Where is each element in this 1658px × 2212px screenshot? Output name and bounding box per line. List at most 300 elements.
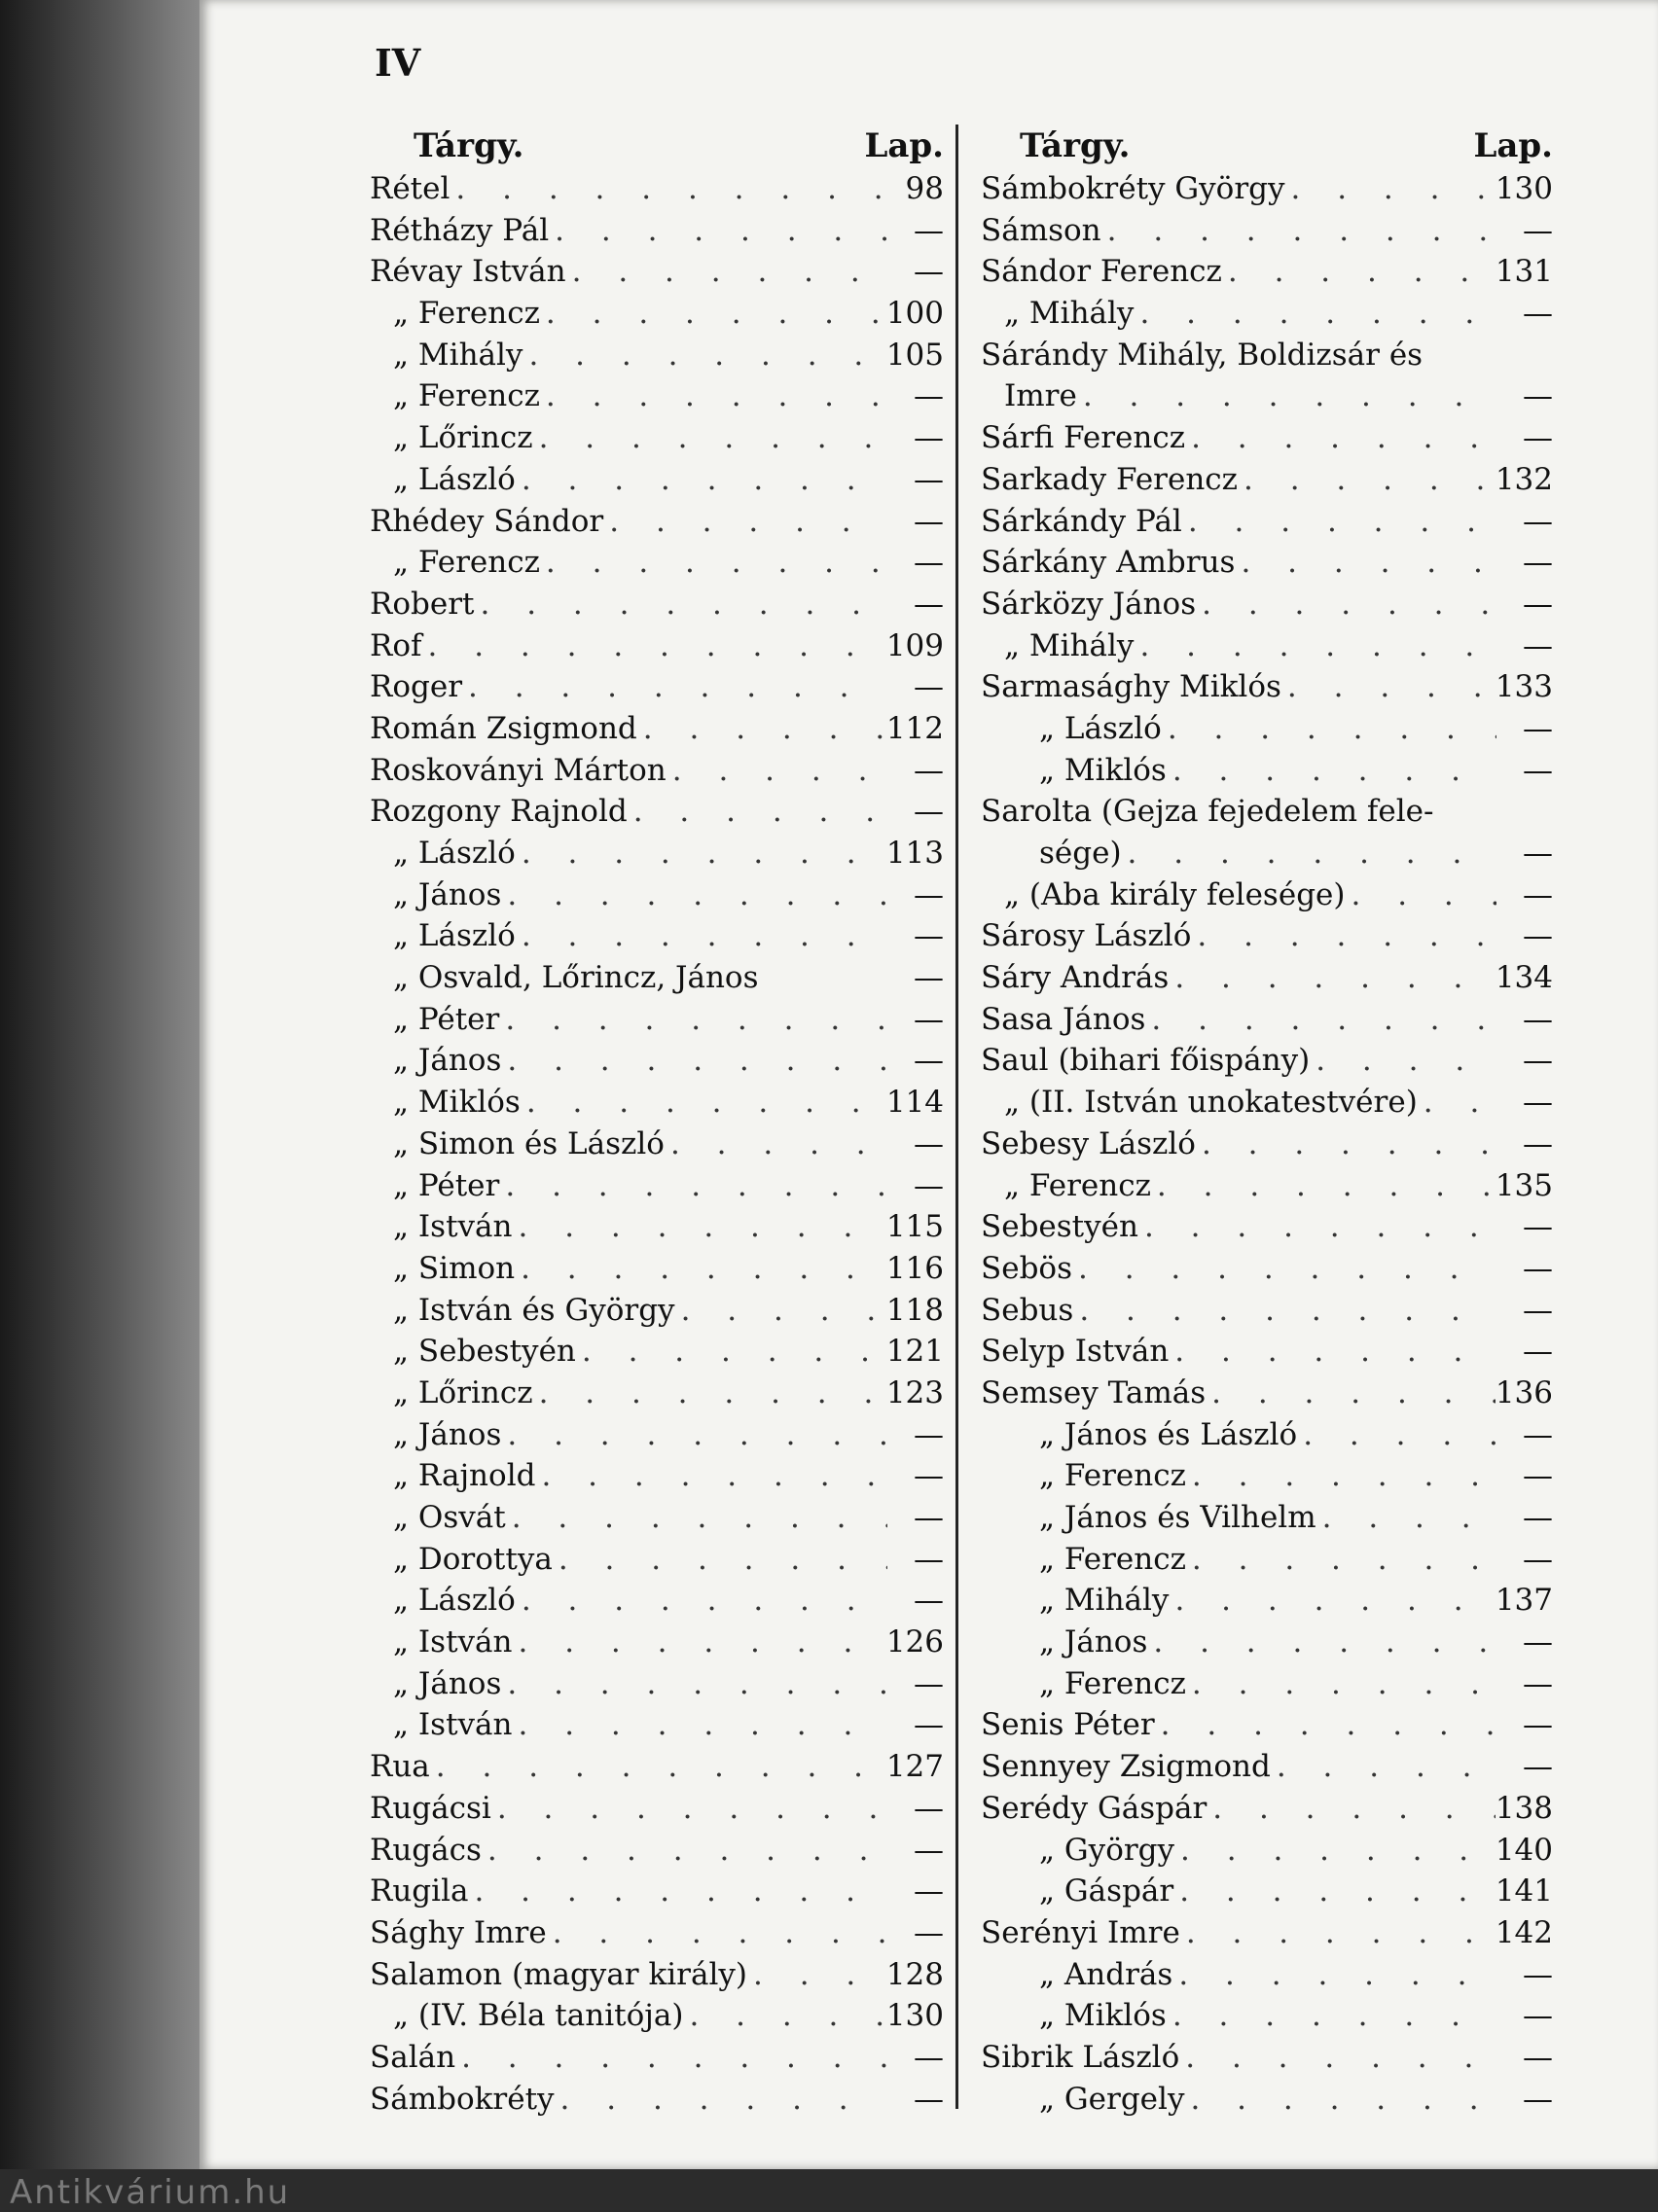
entry-name: „ Lőrincz bbox=[393, 1374, 533, 1410]
entry-name: „ György bbox=[1039, 1832, 1175, 1868]
index-entry bbox=[370, 791, 944, 833]
index-entry bbox=[981, 1040, 1553, 1082]
dot-leader bbox=[1186, 1455, 1496, 1497]
entry-name: Robert bbox=[370, 586, 475, 622]
entry-page: — bbox=[1523, 1001, 1553, 1037]
dot-leader bbox=[474, 584, 887, 625]
entry-page: 133 bbox=[1495, 669, 1553, 705]
dot-leader bbox=[499, 1165, 887, 1207]
entry-name: „ Mihály bbox=[1004, 296, 1135, 332]
entry-name: Rozgony Rajnold bbox=[370, 794, 628, 830]
dot-leader bbox=[468, 1871, 887, 1912]
dot-leader bbox=[1207, 1788, 1496, 1830]
dot-leader bbox=[450, 168, 887, 210]
dot-leader bbox=[1206, 1373, 1496, 1414]
index-entry bbox=[981, 1206, 1553, 1248]
index-entry bbox=[981, 375, 1553, 417]
index-entry bbox=[981, 1622, 1553, 1663]
dot-leader bbox=[1345, 874, 1496, 916]
entry-page: — bbox=[1523, 2039, 1553, 2075]
entry-name: „ Ferencz bbox=[1039, 1665, 1186, 1701]
index-entry bbox=[370, 417, 944, 459]
dot-leader bbox=[540, 542, 887, 584]
entry-name: Roskoványi Márton bbox=[370, 752, 667, 788]
page-number: IV bbox=[375, 41, 421, 85]
entry-name: „ Ferencz bbox=[1004, 1167, 1151, 1203]
dot-leader bbox=[1196, 584, 1496, 625]
dot-leader bbox=[1151, 1165, 1496, 1207]
index-entry bbox=[981, 791, 1553, 833]
index-entry bbox=[981, 501, 1553, 543]
index-entry bbox=[370, 293, 944, 335]
entry-name: Saul (bihari főispány) bbox=[981, 1043, 1311, 1079]
index-entry bbox=[370, 1746, 944, 1788]
entry-page: — bbox=[914, 503, 944, 539]
entry-page: 132 bbox=[1495, 461, 1553, 497]
index-entry bbox=[370, 375, 944, 417]
entry-name: Sebestyén bbox=[981, 1209, 1138, 1245]
dot-leader bbox=[1222, 251, 1496, 293]
dot-leader bbox=[675, 1290, 886, 1332]
entry-page: — bbox=[914, 1416, 944, 1452]
entry-page: — bbox=[1523, 1624, 1553, 1660]
entry-name: Rua bbox=[370, 1749, 430, 1785]
index-entry bbox=[370, 1622, 944, 1663]
entry-page: — bbox=[914, 254, 944, 290]
entry-name: „ Ferencz bbox=[1039, 1458, 1186, 1494]
dot-leader bbox=[1271, 1746, 1496, 1788]
entry-name: „ István bbox=[393, 1707, 513, 1743]
dot-leader bbox=[547, 1912, 887, 1954]
entry-page: — bbox=[914, 420, 944, 456]
header-subject: Tárgy. bbox=[414, 126, 524, 165]
index-entry bbox=[981, 1995, 1553, 2037]
entry-page: 136 bbox=[1495, 1374, 1553, 1410]
entry-name: „ Sebestyén bbox=[393, 1334, 576, 1370]
entry-name: Sarmasághy Miklós bbox=[981, 669, 1281, 705]
dot-leader bbox=[1185, 417, 1496, 459]
entry-name: „ Rajnold bbox=[393, 1458, 536, 1494]
entry-page: 130 bbox=[885, 1998, 944, 2034]
entry-page: 109 bbox=[885, 627, 944, 663]
index-column-left bbox=[370, 125, 944, 2120]
entry-page: — bbox=[1523, 1085, 1553, 1121]
entry-name: Sárándy Mihály, Boldizsár és bbox=[981, 337, 1424, 373]
dot-leader bbox=[1186, 1663, 1496, 1705]
index-entry bbox=[370, 999, 944, 1041]
entry-name: „ László bbox=[393, 1583, 516, 1619]
dot-leader bbox=[637, 708, 886, 750]
entry-name: „ (Aba király felesége) bbox=[1004, 876, 1346, 912]
dot-leader bbox=[1122, 833, 1496, 874]
index-entry bbox=[370, 2079, 944, 2121]
entry-page: — bbox=[914, 1167, 944, 1203]
entry-page: — bbox=[1523, 1250, 1553, 1286]
entry-name: „ (IV. Béla tanitója) bbox=[393, 1998, 684, 2034]
entry-name: Sebös bbox=[981, 1250, 1072, 1286]
entry-page: — bbox=[1523, 918, 1553, 954]
dot-leader bbox=[1297, 1414, 1496, 1456]
book-spine-shadow bbox=[0, 0, 199, 2210]
index-entry bbox=[370, 335, 944, 376]
entry-page: — bbox=[1523, 1043, 1553, 1079]
entry-name: Sárfi Ferencz bbox=[981, 420, 1186, 456]
header-subject: Tárgy. bbox=[1020, 126, 1131, 165]
dot-leader bbox=[533, 417, 887, 459]
entry-name: Sámbokréty bbox=[370, 2081, 555, 2117]
entry-name: Serényi Imre bbox=[981, 1914, 1180, 1950]
entry-page: — bbox=[1523, 1125, 1553, 1161]
dot-leader bbox=[501, 1414, 887, 1456]
index-entry bbox=[370, 1871, 944, 1912]
dot-leader bbox=[491, 1788, 887, 1830]
dot-leader bbox=[516, 1580, 887, 1622]
entry-name: „ Péter bbox=[393, 1167, 500, 1203]
index-entry bbox=[370, 1082, 944, 1124]
dot-leader bbox=[1073, 1290, 1496, 1332]
entry-name: Salamon (magyar király) bbox=[370, 1956, 747, 1992]
dot-leader bbox=[1186, 1539, 1496, 1581]
index-entry bbox=[370, 1040, 944, 1082]
index-entry bbox=[370, 501, 944, 543]
dot-leader bbox=[482, 1830, 887, 1872]
entry-page: 128 bbox=[885, 1956, 944, 1992]
index-entry bbox=[981, 957, 1553, 999]
index-entry bbox=[370, 833, 944, 874]
index-rows-right bbox=[981, 168, 1553, 2120]
index-entry bbox=[981, 335, 1553, 376]
index-entry bbox=[981, 999, 1553, 1041]
entry-name: „ Simon és László bbox=[393, 1125, 665, 1161]
entry-page: 142 bbox=[1495, 1914, 1553, 1950]
entry-page: 112 bbox=[885, 710, 944, 746]
index-entry bbox=[981, 1248, 1553, 1290]
index-entry bbox=[370, 915, 944, 957]
dot-leader bbox=[1191, 915, 1496, 957]
index-entry bbox=[981, 750, 1553, 792]
entry-page: — bbox=[1523, 1665, 1553, 1701]
dot-leader bbox=[516, 459, 887, 501]
index-entry bbox=[981, 1539, 1553, 1581]
dot-leader bbox=[1172, 1954, 1496, 1996]
index-entry bbox=[981, 1704, 1553, 1746]
header-page: Lap. bbox=[1473, 126, 1553, 165]
dot-leader bbox=[683, 1995, 885, 2037]
entry-page: 100 bbox=[885, 296, 944, 332]
entry-page: — bbox=[1523, 1749, 1553, 1785]
entry-page: 137 bbox=[1495, 1583, 1553, 1619]
entry-name: „ János és László bbox=[1039, 1416, 1298, 1452]
entry-page: 115 bbox=[885, 1209, 944, 1245]
index-entry bbox=[370, 874, 944, 916]
watermark: Antikvárium.hu bbox=[10, 2173, 291, 2212]
dot-leader bbox=[533, 1373, 886, 1414]
entry-name: „ (II. István unokatestvére) bbox=[1004, 1085, 1418, 1121]
entry-page: — bbox=[1523, 1209, 1553, 1245]
entry-name: Sarkady Ferencz bbox=[981, 461, 1238, 497]
dot-leader bbox=[555, 2079, 887, 2121]
entry-page: — bbox=[1523, 1458, 1553, 1494]
index-entry bbox=[370, 1954, 944, 1996]
dot-leader bbox=[1167, 750, 1496, 792]
entry-page: 121 bbox=[885, 1334, 944, 1370]
entry-page: 130 bbox=[1495, 171, 1553, 206]
column-header bbox=[370, 125, 944, 168]
index-entry bbox=[370, 750, 944, 792]
entry-page: — bbox=[1523, 1500, 1553, 1535]
entry-page: 126 bbox=[885, 1624, 944, 1660]
entry-name: „ János bbox=[393, 1416, 502, 1452]
dot-leader bbox=[462, 666, 887, 708]
dot-leader bbox=[455, 2037, 887, 2079]
index-entry bbox=[370, 251, 944, 293]
index-entry bbox=[981, 2079, 1553, 2121]
index-entry bbox=[981, 915, 1553, 957]
entry-name: „ János és Vilhelm bbox=[1039, 1500, 1316, 1535]
column-divider bbox=[955, 125, 958, 2109]
dot-leader bbox=[1196, 1124, 1496, 1165]
header-page: Lap. bbox=[864, 126, 944, 165]
entry-name: „ Miklós bbox=[1039, 752, 1167, 788]
entry-page: — bbox=[914, 1043, 944, 1079]
entry-page: — bbox=[1523, 378, 1553, 414]
dot-leader bbox=[1145, 999, 1496, 1041]
dot-leader bbox=[1072, 1248, 1496, 1290]
entry-page: 141 bbox=[1495, 1873, 1553, 1909]
index-entry bbox=[981, 1580, 1553, 1622]
dot-leader bbox=[1167, 1995, 1496, 2037]
index-entry bbox=[981, 1331, 1553, 1373]
dot-leader bbox=[540, 293, 886, 335]
entry-name: „ Mihály bbox=[1004, 627, 1135, 663]
index-entry bbox=[370, 210, 944, 252]
index-entry bbox=[981, 1373, 1553, 1414]
entry-page: — bbox=[914, 586, 944, 622]
entry-name: Semsey Tamás bbox=[981, 1374, 1207, 1410]
entry-name: Román Zsigmond bbox=[370, 710, 637, 746]
entry-name: Sáry András bbox=[981, 960, 1170, 996]
index-entry bbox=[981, 1871, 1553, 1912]
dot-leader bbox=[1285, 168, 1496, 210]
dot-leader bbox=[430, 1746, 886, 1788]
entry-name: „ László bbox=[393, 918, 516, 954]
entry-name: Sándor Ferencz bbox=[981, 254, 1222, 290]
dot-leader bbox=[535, 1455, 887, 1497]
index-entry bbox=[370, 1995, 944, 2037]
entry-page: 131 bbox=[1495, 254, 1553, 290]
index-entry bbox=[370, 1497, 944, 1539]
dot-leader bbox=[553, 1539, 887, 1581]
entry-page: — bbox=[914, 794, 944, 830]
index-entry bbox=[981, 168, 1553, 210]
dot-leader bbox=[1179, 2037, 1496, 2079]
index-entry bbox=[370, 1165, 944, 1207]
entry-name: „ János bbox=[393, 1043, 502, 1079]
dot-leader bbox=[1281, 666, 1496, 708]
entry-page: — bbox=[1523, 1956, 1553, 1992]
dot-leader bbox=[501, 1040, 887, 1082]
dot-leader bbox=[1316, 1497, 1496, 1539]
entry-name: „ Simon bbox=[393, 1250, 516, 1286]
entry-name: „ Ferencz bbox=[393, 378, 540, 414]
entry-page: 116 bbox=[885, 1250, 944, 1286]
index-entry bbox=[370, 1539, 944, 1581]
entry-page: 135 bbox=[1495, 1167, 1553, 1203]
dot-leader bbox=[515, 1248, 886, 1290]
entry-name: Sárosy László bbox=[981, 918, 1192, 954]
column-header bbox=[981, 125, 1553, 168]
entry-name: „ Mihály bbox=[393, 337, 523, 373]
entry-page: — bbox=[1523, 710, 1553, 746]
entry-page: — bbox=[914, 1665, 944, 1701]
entry-name: „ István bbox=[393, 1624, 513, 1660]
entry-page: — bbox=[914, 1832, 944, 1868]
entry-page: 113 bbox=[885, 836, 944, 871]
index-entry bbox=[370, 1373, 944, 1414]
entry-page: — bbox=[914, 1125, 944, 1161]
entry-page: — bbox=[914, 545, 944, 581]
entry-name: Salán bbox=[370, 2039, 456, 2075]
entry-page: — bbox=[914, 1790, 944, 1826]
entry-name: Rhédey Sándor bbox=[370, 503, 604, 539]
entry-page: — bbox=[1523, 586, 1553, 622]
entry-name: Sághy Imre bbox=[370, 1914, 547, 1950]
entry-page: — bbox=[1523, 752, 1553, 788]
entry-page: — bbox=[1523, 836, 1553, 871]
dot-leader bbox=[1169, 1580, 1495, 1622]
entry-name: „ Osvát bbox=[393, 1500, 506, 1535]
dot-leader bbox=[523, 335, 885, 376]
entry-name: „ István bbox=[393, 1209, 513, 1245]
entry-name: „ Ferencz bbox=[393, 296, 540, 332]
dot-leader bbox=[628, 791, 887, 833]
entry-page: 134 bbox=[1495, 960, 1553, 996]
entry-name: „ János bbox=[393, 876, 502, 912]
entry-name: „ László bbox=[1039, 710, 1162, 746]
dot-leader bbox=[1077, 375, 1496, 417]
entry-page: — bbox=[914, 378, 944, 414]
index-entry bbox=[370, 1455, 944, 1497]
index-entry bbox=[370, 1830, 944, 1872]
entry-page: — bbox=[914, 876, 944, 912]
dot-leader bbox=[1173, 1871, 1496, 1912]
index-entry bbox=[981, 1830, 1553, 1872]
entry-name: Sárkány Ambrus bbox=[981, 545, 1236, 581]
dot-leader bbox=[1180, 1912, 1496, 1954]
entry-page: 127 bbox=[885, 1749, 944, 1785]
index-entry bbox=[981, 1290, 1553, 1332]
entry-name: „ Miklós bbox=[1039, 1998, 1167, 2034]
index-entry bbox=[370, 2037, 944, 2079]
index-entry bbox=[370, 1663, 944, 1705]
dot-leader bbox=[1184, 2079, 1496, 2121]
index-entry bbox=[370, 1704, 944, 1746]
entry-name: Sennyey Zsigmond bbox=[981, 1749, 1271, 1785]
index-entry bbox=[981, 1788, 1553, 1830]
index-column-right bbox=[981, 125, 1553, 2120]
index-entry bbox=[981, 833, 1553, 874]
dot-leader bbox=[1169, 957, 1496, 999]
entry-page: 138 bbox=[1495, 1790, 1553, 1826]
index-entry bbox=[981, 459, 1553, 501]
entry-page: — bbox=[914, 1873, 944, 1909]
dot-leader bbox=[1101, 210, 1496, 252]
entry-name: „ Dorottya bbox=[393, 1541, 553, 1577]
entry-name: Serédy Gáspár bbox=[981, 1790, 1207, 1826]
entry-name: Sasa János bbox=[981, 1001, 1146, 1037]
dot-leader bbox=[1238, 459, 1496, 501]
entry-name: Sibrik László bbox=[981, 2039, 1180, 2075]
index-entry bbox=[370, 584, 944, 625]
index-entry bbox=[981, 1497, 1553, 1539]
entry-page: — bbox=[914, 918, 944, 954]
entry-page: — bbox=[1523, 503, 1553, 539]
index-entry bbox=[370, 1206, 944, 1248]
index-entry bbox=[370, 1414, 944, 1456]
entry-page: — bbox=[914, 461, 944, 497]
index-entry bbox=[981, 210, 1553, 252]
entry-page: — bbox=[914, 960, 944, 996]
index-entry bbox=[370, 1331, 944, 1373]
dot-leader bbox=[1418, 1082, 1496, 1124]
entry-name: Imre bbox=[1004, 378, 1077, 414]
entry-page: — bbox=[1523, 1541, 1553, 1577]
entry-page: — bbox=[914, 669, 944, 705]
entry-name: Rof bbox=[370, 627, 422, 663]
index-entry bbox=[981, 1165, 1553, 1207]
dot-leader bbox=[513, 1206, 886, 1248]
index-entry bbox=[981, 251, 1553, 293]
index-entry bbox=[981, 874, 1553, 916]
dot-leader bbox=[665, 1124, 887, 1165]
dot-leader bbox=[1235, 542, 1496, 584]
index-entry bbox=[370, 1248, 944, 1290]
index-entry bbox=[370, 459, 944, 501]
entry-name: „ Gáspár bbox=[1039, 1873, 1174, 1909]
entry-name: Selyp István bbox=[981, 1334, 1170, 1370]
entry-page: — bbox=[914, 2039, 944, 2075]
index-entry bbox=[370, 1124, 944, 1165]
index-entry bbox=[981, 1414, 1553, 1456]
index-entry bbox=[981, 542, 1553, 584]
entry-name: „ Lőrincz bbox=[393, 420, 533, 456]
entry-page: — bbox=[1523, 876, 1553, 912]
index-entry bbox=[981, 1746, 1553, 1788]
entry-name: „ András bbox=[1039, 1956, 1173, 1992]
entry-page: 98 bbox=[905, 171, 944, 206]
entry-page: — bbox=[914, 1583, 944, 1619]
entry-name: „ Mihály bbox=[1039, 1583, 1170, 1619]
entry-name: „ László bbox=[393, 461, 516, 497]
index-entry bbox=[981, 1663, 1553, 1705]
dot-leader bbox=[501, 1663, 887, 1705]
index-entry bbox=[981, 2037, 1553, 2079]
dot-leader bbox=[603, 501, 887, 543]
dot-leader bbox=[1134, 625, 1496, 667]
entry-name: „ István és György bbox=[393, 1292, 675, 1328]
dot-leader bbox=[1310, 1040, 1496, 1082]
entry-name: „ László bbox=[393, 836, 516, 871]
dot-leader bbox=[747, 1954, 886, 1996]
entry-name: Révay István bbox=[370, 254, 566, 290]
dot-leader bbox=[513, 1704, 888, 1746]
dot-leader bbox=[1134, 293, 1496, 335]
entry-name: Rugácsi bbox=[370, 1790, 491, 1826]
entry-page: — bbox=[1523, 1334, 1553, 1370]
entry-name: Sebus bbox=[981, 1292, 1074, 1328]
entry-page: — bbox=[1523, 212, 1553, 248]
dot-leader bbox=[421, 625, 885, 667]
